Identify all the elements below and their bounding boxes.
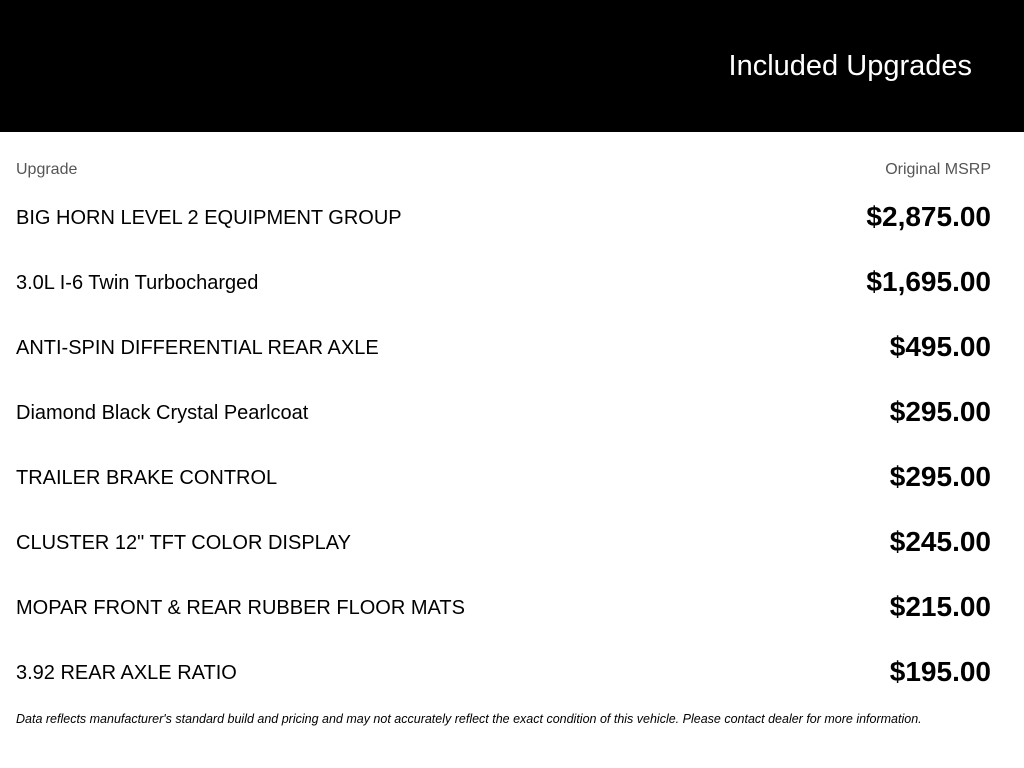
upgrade-row — [16, 585, 991, 650]
upgrade-price: $495.00 — [889, 331, 991, 362]
column-header-upgrade: Upgrade — [16, 161, 78, 178]
column-header-msrp: Original MSRP — [885, 161, 991, 178]
upgrade-price: $295.00 — [889, 461, 991, 492]
upgrade-row — [16, 520, 991, 585]
upgrade-name: MOPAR FRONT & REAR RUBBER FLOOR MATS — [16, 597, 465, 619]
upgrade-name: TRAILER BRAKE CONTROL — [16, 467, 278, 489]
upgrade-name: BIG HORN LEVEL 2 EQUIPMENT GROUP — [16, 207, 402, 229]
upgrade-name: 3.92 REAR AXLE RATIO — [16, 662, 237, 684]
column-headers — [16, 160, 991, 180]
header-banner — [0, 0, 1024, 132]
upgrade-name: ANTI-SPIN DIFFERENTIAL REAR AXLE — [16, 337, 379, 359]
upgrade-name: CLUSTER 12" TFT COLOR DISPLAY — [16, 532, 351, 554]
upgrades-list — [16, 195, 991, 715]
upgrade-price: $245.00 — [889, 526, 991, 557]
upgrade-row — [16, 325, 991, 390]
disclaimer-text: Data reflects manufacturer's standard build and pricing and may not accurately reflect the exact condition of this vehicle. Please contact dealer for more information. — [16, 712, 922, 726]
upgrade-row — [16, 195, 991, 260]
upgrade-price: $215.00 — [889, 591, 991, 622]
upgrade-row — [16, 455, 991, 520]
upgrade-price: $2,875.00 — [866, 201, 991, 232]
upgrade-name: 3.0L I-6 Twin Turbocharged — [16, 272, 259, 294]
upgrade-price: $295.00 — [889, 396, 991, 427]
upgrade-row — [16, 390, 991, 455]
upgrade-price: $1,695.00 — [866, 266, 991, 297]
upgrade-row — [16, 260, 991, 325]
upgrade-name: Diamond Black Crystal Pearlcoat — [16, 402, 309, 424]
upgrade-price: $195.00 — [889, 656, 991, 687]
page-title: Included Upgrades — [728, 50, 972, 82]
upgrade-row — [16, 650, 991, 715]
